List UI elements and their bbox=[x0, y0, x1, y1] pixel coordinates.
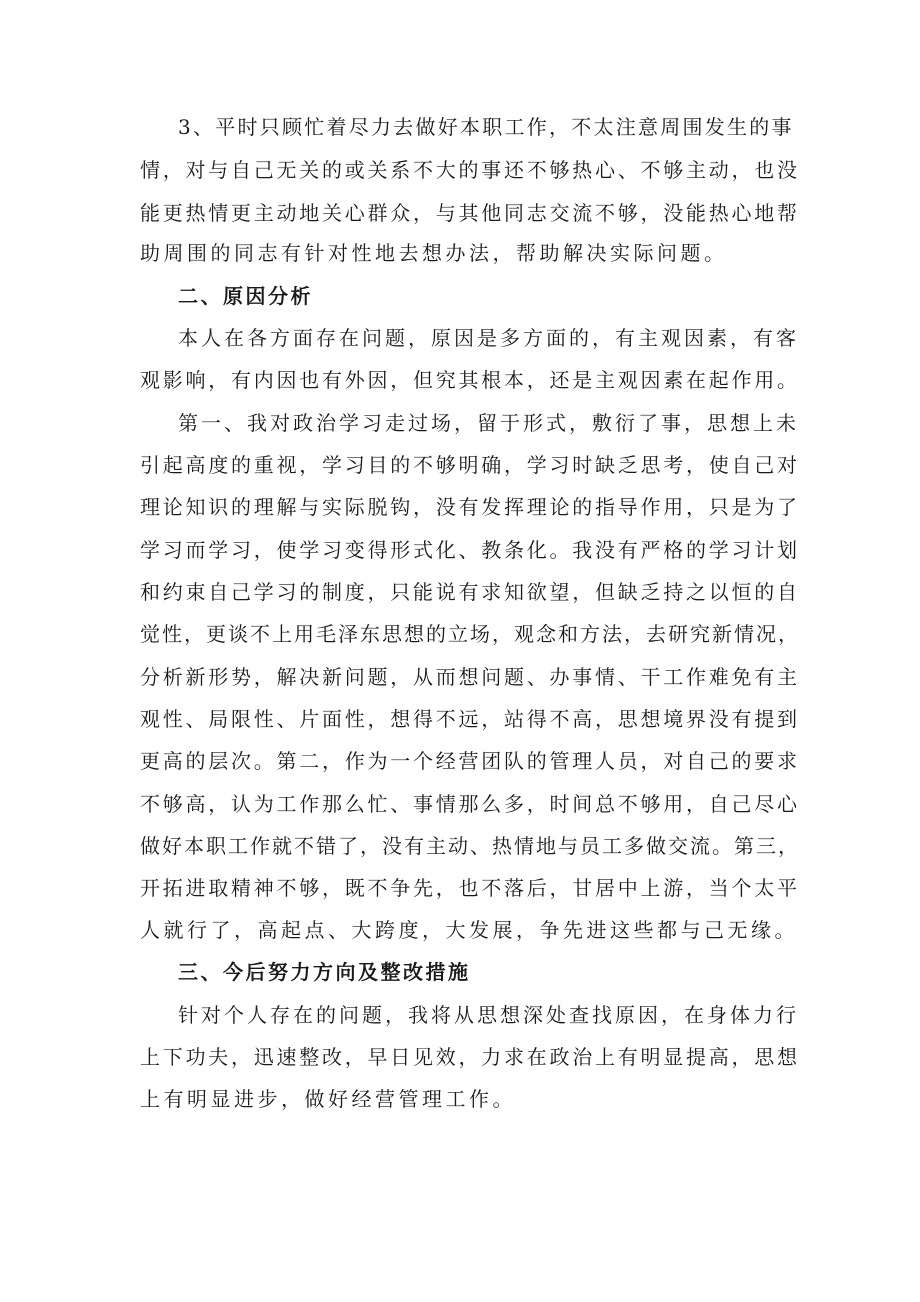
intro-line-2: 观影响，有内因也有外因，但究其根本，还是主观因素在起作用。 bbox=[140, 368, 800, 392]
paragraph-3-line-4: 助周围的同志有针对性地去想办法，帮助解决实际问题。 bbox=[140, 241, 728, 265]
analysis-line-2: 引起高度的重视，学习目的不够明确，学习时缺乏思考，使自己对 bbox=[140, 453, 800, 477]
analysis-line-1: 第一、我对政治学习走过场，留于形式，敷衍了事，思想上未 bbox=[178, 411, 799, 435]
measures-line-3: 上有明显进步，做好经营管理工作。 bbox=[140, 1087, 516, 1111]
analysis-line-3: 理论知识的理解与实际脱钩，没有发挥理论的指导作用，只是为了 bbox=[140, 495, 800, 519]
section-heading-cause-analysis: 二、原因分析 bbox=[178, 284, 313, 308]
analysis-line-7: 分析新形势，解决新问题，从而想问题、办事情、干工作难免有主 bbox=[140, 665, 800, 689]
paragraph-3-line-1: 3、平时只顾忙着尽力去做好本职工作，不太注意周围发生的事 bbox=[178, 115, 794, 139]
paragraph-3-line-3: 能更热情更主动地关心群众，与其他同志交流不够，没能热心地帮 bbox=[140, 201, 800, 225]
measures-line-2: 上下功夫，迅速整改，早日见效，力求在政治上有明显提高，思想 bbox=[140, 1045, 800, 1069]
paragraph-3-line-2: 情，对与自己无关的或关系不大的事还不够热心、不够主动，也没 bbox=[140, 158, 800, 182]
analysis-line-11: 做好本职工作就不错了，没有主动、热情地与员工多做交流。第三， bbox=[140, 834, 800, 858]
analysis-line-13: 人就行了，高起点、大跨度，大发展，争先进这些都与己无缘。 bbox=[140, 918, 798, 942]
analysis-line-12: 开拓进取精神不够，既不争先，也不落后，甘居中上游，当个太平 bbox=[140, 876, 800, 900]
analysis-line-8: 观性、局限性、片面性，想得不远，站得不高，思想境界没有提到 bbox=[140, 707, 800, 731]
section-heading-improvement-measures: 三、今后努力方向及整改措施 bbox=[178, 960, 471, 984]
measures-line-1: 针对个人存在的问题，我将从思想深处查找原因，在身体力行 bbox=[178, 1003, 799, 1027]
analysis-line-9: 更高的层次。第二，作为一个经营团队的管理人员，对自己的要求 bbox=[140, 749, 800, 773]
intro-line-1: 本人在各方面存在问题，原因是多方面的，有主观因素，有客 bbox=[178, 326, 799, 350]
analysis-line-6: 觉性，更谈不上用毛泽东思想的立场，观念和方法，去研究新情况， bbox=[140, 622, 800, 646]
analysis-line-5: 和约束自己学习的制度，只能说有求知欲望，但缺乏持之以恒的自 bbox=[140, 580, 800, 604]
analysis-line-4: 学习而学习，使学习变得形式化、教条化。我没有严格的学习计划 bbox=[140, 538, 800, 562]
analysis-line-10: 不够高，认为工作那么忙、事情那么多，时间总不够用，自己尽心 bbox=[140, 792, 800, 816]
